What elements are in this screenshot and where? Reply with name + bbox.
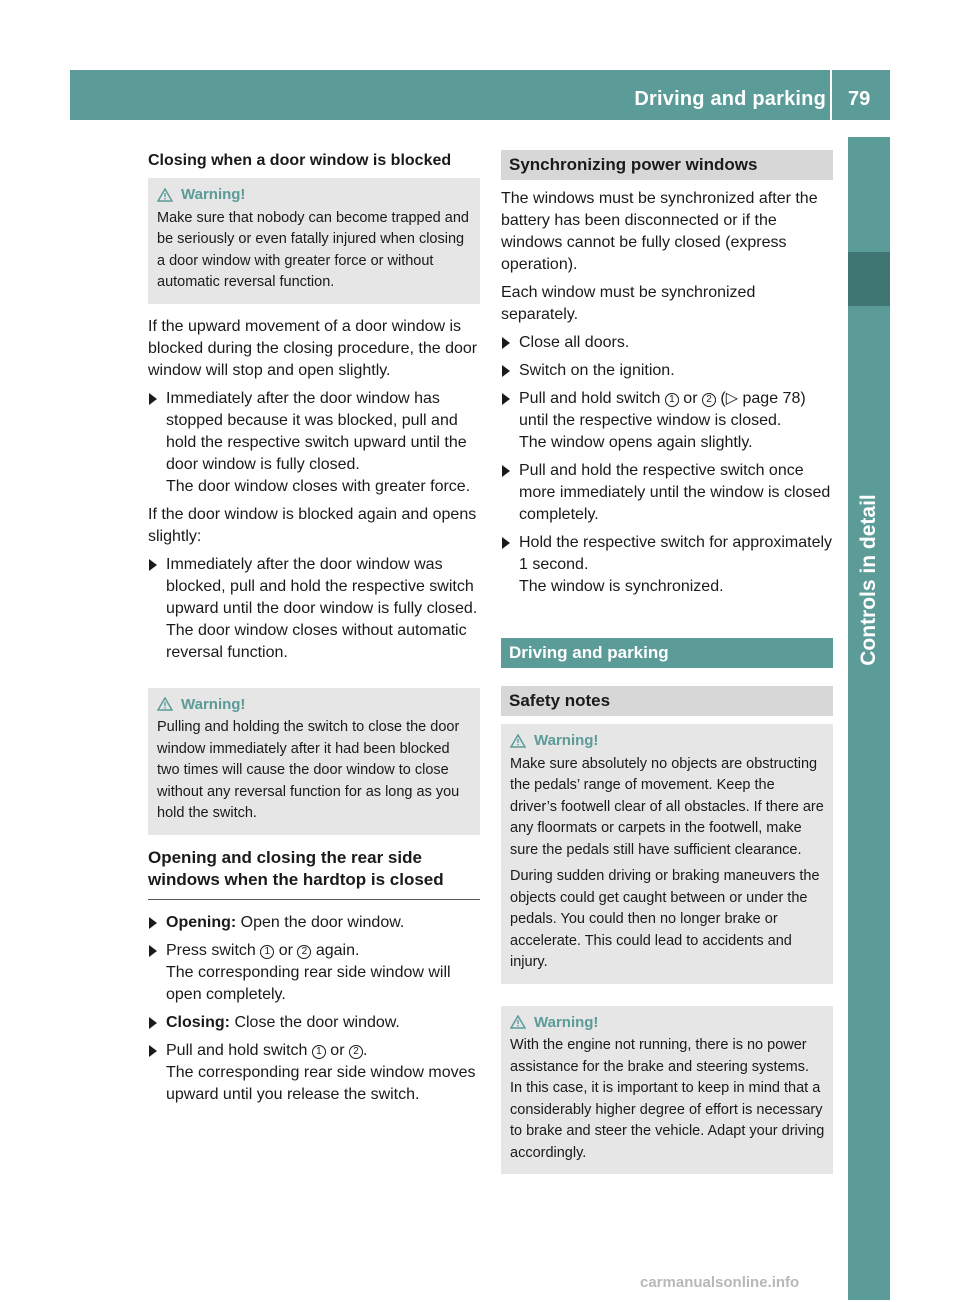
warning-text: During sudden driving or braking maneuvers the objects could get caught between or under the pedals. You could then no longer brake or accelerate. This could lead to accidents and injury. bbox=[510, 868, 820, 970]
instruction-step bbox=[148, 940, 480, 1006]
warning-triangle-icon bbox=[157, 697, 173, 711]
step-arrow-icon bbox=[502, 337, 510, 349]
switch-1-icon: 1 bbox=[312, 1045, 326, 1059]
step-text: Open the door window. bbox=[236, 913, 405, 931]
switch-1-icon: 1 bbox=[665, 393, 679, 407]
chapter-heading-driving-parking: Driving and parking bbox=[501, 638, 833, 668]
step-arrow-icon bbox=[502, 365, 510, 377]
heading-closing-blocked: Closing when a door window is blocked bbox=[148, 152, 452, 169]
side-tab bbox=[848, 137, 890, 1300]
step-text: again. bbox=[311, 941, 360, 959]
step-text: or bbox=[325, 1041, 349, 1059]
step-arrow-icon bbox=[149, 945, 157, 957]
step-arrow-icon bbox=[149, 1045, 157, 1057]
watermark: carmanualsonline.info bbox=[640, 1274, 800, 1291]
paragraph: If the upward movement of a door window is blocked during the closing procedure, the door window will stop and open slightly. bbox=[148, 317, 478, 379]
step-label: Opening: bbox=[166, 913, 237, 931]
right-column bbox=[501, 150, 833, 1186]
warning-text: Make sure absolutely no objects are obstructing the pedals’ range of movement. Keep the driver’s footwell clear of all obstacles. If there are any floormats or carpets in the footwell, make sure the pedals still have sufficient clearance. bbox=[510, 755, 824, 858]
paragraph: If the door window is blocked again and opens slightly: bbox=[148, 505, 477, 545]
step-label: Closing: bbox=[166, 1013, 230, 1031]
step-result: The door window closes with greater force. bbox=[166, 477, 471, 495]
step-text: Close all doors. bbox=[519, 334, 630, 351]
step-arrow-icon bbox=[149, 393, 157, 405]
warning-triangle-icon bbox=[510, 1015, 526, 1029]
side-tab-label: Controls in detail bbox=[857, 494, 880, 666]
warning-box bbox=[148, 688, 480, 835]
warning-title: Warning! bbox=[181, 695, 246, 713]
instruction-step bbox=[148, 1012, 480, 1034]
step-arrow-icon bbox=[149, 917, 157, 929]
left-column bbox=[148, 150, 480, 1112]
step-result: The window opens again slightly. bbox=[519, 434, 753, 451]
instruction-step bbox=[501, 360, 833, 382]
step-text: Press switch bbox=[166, 941, 261, 959]
switch-1-icon: 1 bbox=[260, 945, 274, 959]
instruction-step bbox=[501, 460, 833, 526]
warning-title: Warning! bbox=[534, 732, 599, 749]
paragraph: The windows must be synchronized after the battery has been disconnected or if the windows cannot be fully closed (express operation). bbox=[501, 190, 818, 273]
warning-triangle-icon bbox=[510, 734, 526, 748]
step-result: The window is synchronized. bbox=[519, 578, 724, 595]
warning-box bbox=[501, 1006, 833, 1175]
instruction-step bbox=[501, 332, 833, 354]
section-heading-synchronizing: Synchronizing power windows bbox=[501, 150, 833, 180]
step-result: The corresponding rear side window will open completely. bbox=[166, 963, 451, 1003]
step-text: Hold the respective switch for approximately 1 second. bbox=[519, 534, 833, 573]
instruction-step bbox=[148, 554, 480, 664]
warning-box bbox=[148, 178, 480, 304]
page-reference-link[interactable]: (▷ page 78) bbox=[715, 390, 806, 407]
warning-title: Warning! bbox=[534, 1013, 599, 1031]
warning-text: With the engine not running, there is no power assistance for the brake and steering systems. In this case, it is important to keep in mind that a considerably higher degree of effort is necessary to brake and steer the vehicle. Adapt your driving accordingly. bbox=[510, 1037, 825, 1161]
step-text: or bbox=[678, 390, 702, 407]
step-text: until the respective window is closed. bbox=[519, 412, 782, 429]
page-header-title: Driving and parking bbox=[634, 88, 826, 110]
warning-triangle-icon bbox=[157, 188, 173, 202]
warning-text: Make sure that nobody can become trapped and be seriously or even fatally injured when closing a door window with greater force or without automatic reversal function. bbox=[157, 209, 469, 290]
step-text: Immediately after the door window was blocked, pull and hold the respective switch upward until the door window is fully closed. bbox=[166, 555, 478, 617]
step-arrow-icon bbox=[149, 559, 157, 571]
step-text: Switch on the ignition. bbox=[519, 362, 675, 379]
switch-2-icon: 2 bbox=[349, 1045, 363, 1059]
step-text: . bbox=[362, 1041, 368, 1059]
instruction-step bbox=[501, 532, 833, 598]
warning-text: Pulling and holding the switch to close the door window immediately after it had been blocked two times will cause the door window to close without any reversal function for as long as you hold the switch. bbox=[157, 719, 460, 821]
switch-2-icon: 2 bbox=[702, 393, 716, 407]
switch-2-icon: 2 bbox=[297, 945, 311, 959]
instruction-step bbox=[148, 388, 480, 498]
step-arrow-icon bbox=[502, 465, 510, 477]
step-result: The corresponding rear side window moves upward until you release the switch. bbox=[166, 1063, 476, 1103]
step-text: Pull and hold switch bbox=[519, 390, 665, 407]
step-result: The door window closes without automatic reversal function. bbox=[166, 621, 467, 661]
step-text: Pull and hold the respective switch once more immediately until the window is closed completely. bbox=[519, 462, 831, 523]
step-text: Pull and hold switch bbox=[166, 1041, 312, 1059]
step-arrow-icon bbox=[149, 1017, 157, 1029]
section-heading-safety-notes: Safety notes bbox=[501, 686, 833, 716]
warning-title: Warning! bbox=[181, 186, 246, 203]
step-text: Immediately after the door window has stopped because it was blocked, pull and hold the respective switch upward until the door window is fully closed. bbox=[166, 389, 467, 473]
instruction-step bbox=[501, 388, 833, 454]
side-tab-marker bbox=[848, 252, 890, 306]
header-divider bbox=[830, 70, 832, 120]
step-arrow-icon bbox=[502, 393, 510, 405]
warning-box bbox=[501, 724, 833, 984]
paragraph: Each window must be synchronized separately. bbox=[501, 284, 756, 323]
heading-rear-side-windows: Opening and closing the rear side windows when the hardtop is closed bbox=[148, 847, 480, 900]
instruction-step bbox=[148, 1040, 480, 1106]
step-arrow-icon bbox=[502, 537, 510, 549]
step-text: Close the door window. bbox=[230, 1013, 400, 1031]
page-number: 79 bbox=[848, 88, 871, 110]
step-text: or bbox=[274, 941, 298, 959]
instruction-step bbox=[148, 912, 480, 934]
